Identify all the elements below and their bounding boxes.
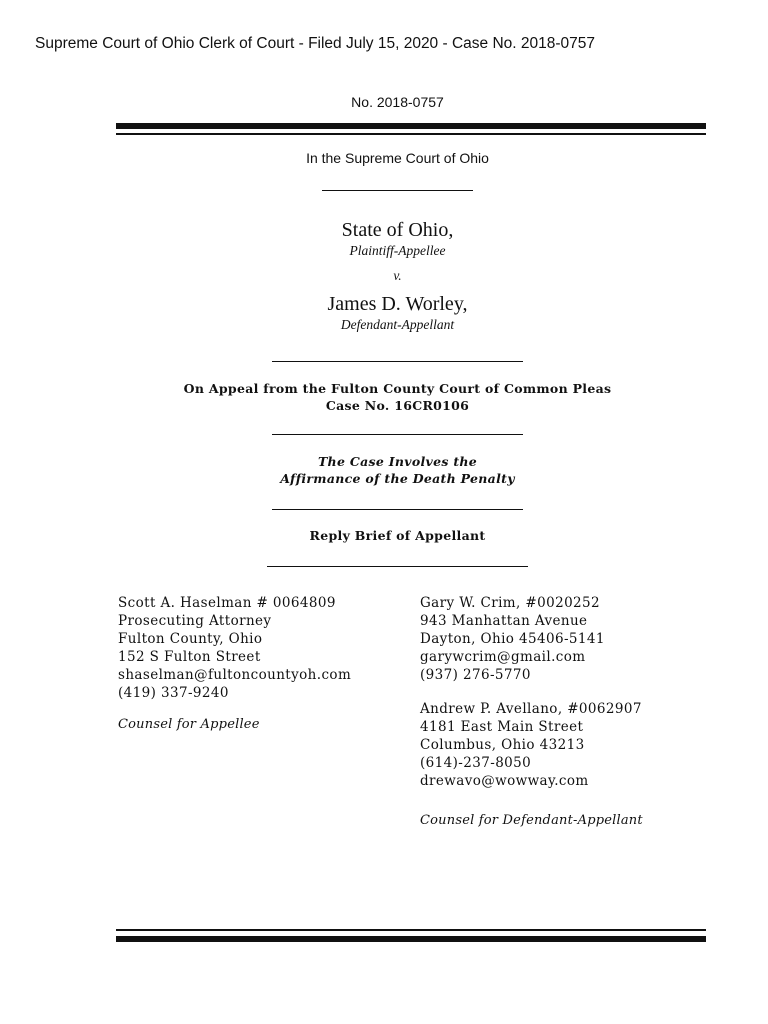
defendant-name: James D. Worley, (327, 293, 468, 315)
bottom-thin-rule (116, 929, 706, 931)
appellee-counsel-block (118, 594, 351, 702)
separator-3 (272, 434, 523, 435)
appellant-counsel-line: 943 Manhattan Avenue (420, 613, 588, 629)
appellant-attorney-1-block (420, 594, 605, 684)
involvement-line-1: The Case Involves the (317, 454, 478, 469)
defendant-role: Defendant-Appellant (340, 317, 455, 332)
plaintiff-role: Plaintiff-Appellee (349, 243, 446, 258)
separator-1 (322, 190, 473, 191)
appellee-counsel-line: Fulton County, Ohio (118, 631, 263, 647)
brief-title: Reply Brief of Appellant (309, 528, 486, 543)
appellant-counsel-line: Andrew P. Avellano, #0062907 (420, 701, 642, 717)
plaintiff-name: State of Ohio, (341, 219, 454, 241)
appellant-counsel-phone: (614)-237-8050 (420, 755, 532, 771)
appellee-counsel-phone: (419) 337-9240 (118, 685, 229, 701)
appellant-counsel-line: Gary W. Crim, #0020252 (420, 595, 601, 611)
appeal-line-2: Case No. 16CR0106 (325, 398, 470, 413)
separator-4 (272, 509, 523, 510)
case-number: No. 2018-0757 (351, 94, 444, 110)
involvement-line-2: Affirmance of the Death Penalty (280, 471, 515, 486)
top-thin-rule (116, 133, 706, 135)
appellee-counsel-label: Counsel for Appellee (118, 717, 260, 732)
filing-stamp: Supreme Court of Ohio Clerk of Court - Filed July 15, 2020 - Case No. 2018-0757 (35, 35, 595, 52)
appellee-counsel-email: shaselman@fultoncountyoh.com (118, 667, 352, 683)
appellant-counsel-email: garywcrim@gmail.com (420, 649, 586, 665)
appellee-counsel-line: Prosecuting Attorney (118, 613, 272, 629)
appellant-counsel-line: 4181 East Main Street (420, 719, 584, 735)
versus: v. (393, 268, 402, 283)
appellant-counsel-label: Counsel for Defendant-Appellant (420, 813, 643, 828)
top-thick-rule (116, 123, 706, 129)
separator-5 (267, 566, 528, 567)
separator-2 (272, 361, 523, 362)
appellee-counsel-line: 152 S Fulton Street (118, 649, 261, 665)
appellee-counsel-line: Scott A. Haselman # 0064809 (118, 595, 336, 611)
court-name: In the Supreme Court of Ohio (306, 150, 489, 166)
appellant-counsel-line: Columbus, Ohio 43213 (420, 737, 585, 753)
appellant-counsel-email: drewavo@wowway.com (420, 773, 589, 789)
bottom-thick-rule (116, 936, 706, 942)
appellant-counsel-line: Dayton, Ohio 45406-5141 (420, 631, 605, 647)
appellant-attorney-2-block (420, 700, 642, 790)
appellant-counsel-phone: (937) 276-5770 (420, 667, 531, 683)
appeal-line-1: On Appeal from the Fulton County Court of Common Pleas (183, 381, 612, 396)
